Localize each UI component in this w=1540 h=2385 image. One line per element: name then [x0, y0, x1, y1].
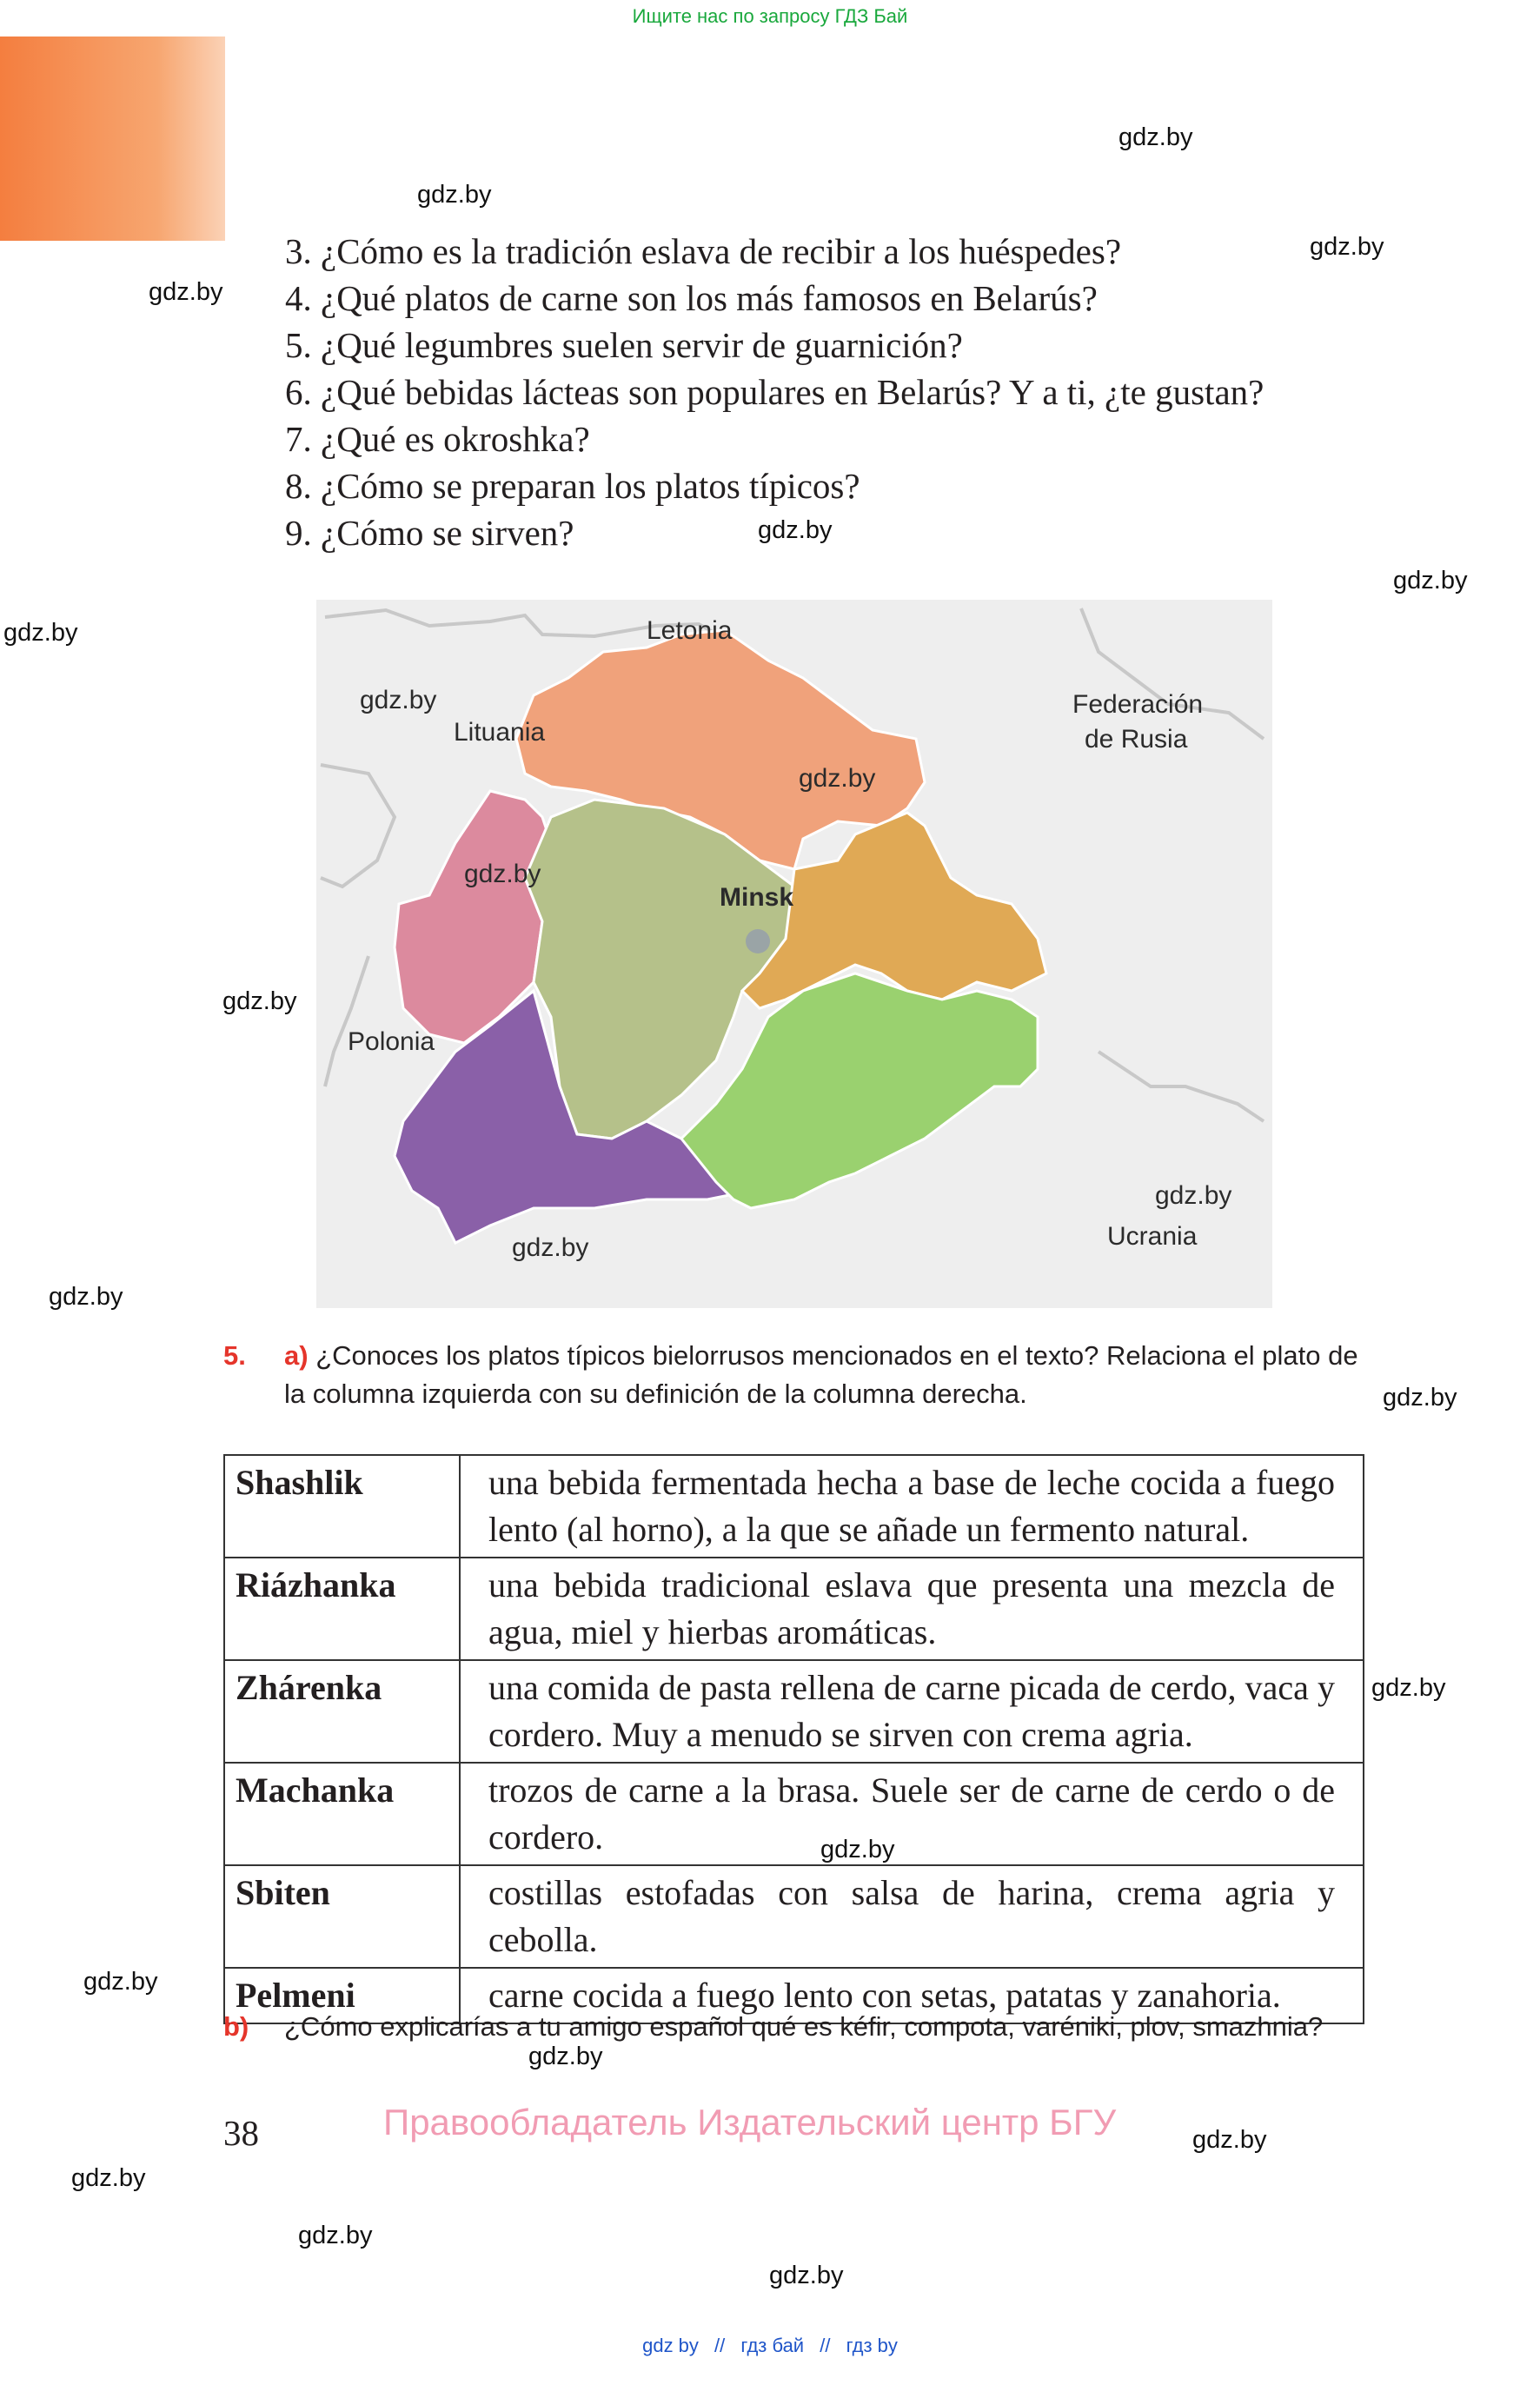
watermark: gdz.by: [1383, 1384, 1457, 1412]
dish-cell: Pelmeni: [224, 1968, 460, 2023]
dish-cell: Shashlik: [224, 1455, 460, 1558]
table-row: [224, 1455, 1364, 1558]
table-row: [224, 1558, 1364, 1660]
watermark: gdz.by: [49, 1283, 123, 1311]
footer-separator: //: [714, 2335, 726, 2356]
watermark: gdz.by: [222, 987, 297, 1015]
label-rusia-line2: de Rusia: [1085, 725, 1188, 754]
label-letonia: Letonia: [647, 616, 733, 645]
watermark: gdz.by: [71, 2164, 146, 2192]
part-b-text: ¿Cómo explicarías a tu amigo español qué es kéfir, compota, varéniki, plov, smazhnia?: [284, 2011, 1324, 2042]
label-polonia: Polonia: [348, 1027, 435, 1056]
copyright-notice: Правообладатель Издательский центр БГУ: [383, 2102, 1117, 2143]
definition-cell: una bebida tradicional eslava que presenta una mezcla de agua, miel y hierbas aromáticas.: [460, 1558, 1364, 1660]
label-rusia-line1: Federación: [1072, 690, 1204, 719]
footer-link-gdz-by-ru[interactable]: гдз by: [846, 2335, 898, 2356]
belarus-map: [316, 600, 1272, 1308]
definition-cell: una bebida fermentada hecha a base de leche cocida a fuego lento (al horno), a la que se añade un fermento natural.: [460, 1455, 1364, 1558]
part-b-letter: b): [223, 2011, 249, 2042]
question-item: 8. ¿Cómo se preparan los platos típicos?: [285, 466, 860, 506]
question-item: 3. ¿Cómo es la tradición eslava de recibir a los huéspedes?: [285, 231, 1122, 271]
watermark: gdz.by: [360, 686, 437, 714]
footer-links: [0, 2335, 1540, 2357]
exercise-number: 5.: [223, 1340, 246, 1371]
part-a-letter: a): [284, 1340, 309, 1371]
watermark: gdz.by: [820, 1836, 895, 1863]
dish-cell: Sbiten: [224, 1865, 460, 1968]
minsk-capital-marker: [746, 929, 770, 953]
watermark: gdz.by: [1192, 2126, 1267, 2154]
table-row: [224, 1660, 1364, 1763]
watermark: gdz.by: [417, 181, 492, 209]
watermark: gdz.by: [83, 1968, 158, 1996]
definition-cell: una comida de pasta rellena de carne picada de cerdo, vaca y cordero. Muy a menudo se sirven con crema agria.: [460, 1660, 1364, 1763]
watermark: gdz.by: [528, 2043, 603, 2070]
question-item: 9. ¿Cómo se sirven?: [285, 513, 574, 553]
footer-link-gdz-bai[interactable]: гдз бай: [740, 2335, 805, 2356]
watermark: gdz.by: [1393, 567, 1468, 595]
label-minsk: Minsk: [720, 883, 794, 912]
dish-cell: Machanka: [224, 1763, 460, 1865]
top-banner[interactable]: Ищите нас по запросу ГДЗ Бай: [632, 5, 908, 27]
footer-separator: //: [820, 2335, 831, 2356]
table-row: [224, 1763, 1364, 1865]
label-lituania: Lituania: [454, 718, 546, 747]
label-ucrania: Ucrania: [1107, 1222, 1198, 1251]
watermark: gdz.by: [3, 619, 78, 647]
watermark: gdz.by: [799, 764, 876, 793]
matching-table: [223, 1454, 1364, 2024]
watermark: gdz.by: [769, 2262, 844, 2289]
dish-cell: Riázhanka: [224, 1558, 460, 1660]
question-item: 5. ¿Qué legumbres suelen servir de guarnición?: [285, 325, 963, 365]
belarus-map-svg: [316, 600, 1272, 1308]
corner-color-block: [0, 37, 225, 241]
part-a-text: ¿Conoces los platos típicos bielorrusos mencionados en el texto? Relaciona el plato de la columna izquierda con su definición de la columna derecha.: [284, 1340, 1358, 1409]
definition-cell: costillas estofadas con salsa de harina, crema agria y cebolla.: [460, 1865, 1364, 1968]
questions-list: [285, 228, 1264, 556]
exercise-5a-instruction: [284, 1337, 1371, 1413]
watermark: gdz.by: [298, 2222, 373, 2249]
watermark: gdz.by: [1371, 1674, 1446, 1702]
question-item: 7. ¿Qué es okroshka?: [285, 419, 590, 459]
definition-cell: trozos de carne a la brasa. Suele ser de carne de cerdo o de cordero.: [460, 1763, 1364, 1865]
definition-cell: carne cocida a fuego lento con setas, patatas y zanahoria.: [460, 1968, 1364, 2023]
question-item: 4. ¿Qué platos de carne son los más famosos en Belarús?: [285, 278, 1098, 318]
watermark: gdz.by: [464, 860, 541, 888]
page-number: 38: [223, 2113, 259, 2153]
watermark: gdz.by: [149, 278, 223, 306]
watermark: gdz.by: [1310, 233, 1384, 261]
watermark: gdz.by: [512, 1233, 589, 1262]
footer-link-gdz-by[interactable]: gdz by: [642, 2335, 699, 2356]
watermark: gdz.by: [1118, 123, 1193, 151]
watermark: gdz.by: [758, 516, 833, 544]
table-row: [224, 1865, 1364, 1968]
question-item: 6. ¿Qué bebidas lácteas son populares en Belarús? Y a ti, ¿te gustan?: [285, 372, 1265, 412]
dish-cell: Zhárenka: [224, 1660, 460, 1763]
watermark: gdz.by: [1155, 1181, 1232, 1210]
